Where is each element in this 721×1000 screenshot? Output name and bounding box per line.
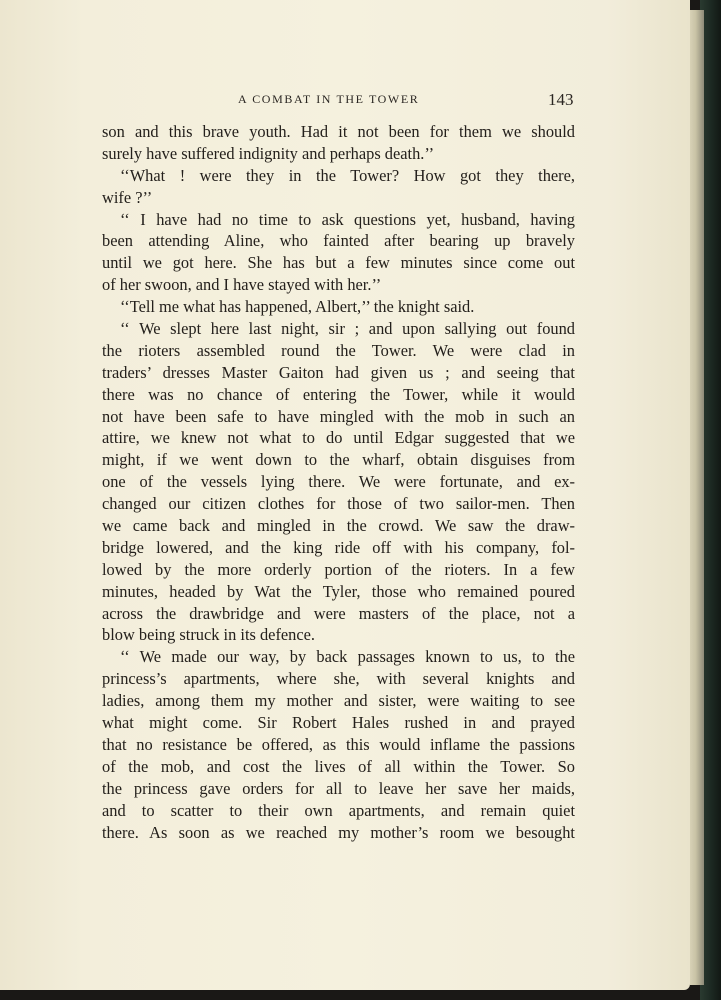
text-line: that no resistance be offered, as this would inflame the passions xyxy=(102,734,575,754)
text-line: ‘‘ I have had no time to ask questions yet, husband, having xyxy=(120,209,575,229)
text-line: one of the vessels lying there. We were fortunate, and ex- xyxy=(102,472,575,492)
text-line: surely have suffered indignity and perhaps death.’’ xyxy=(102,143,435,163)
page-stack-edge xyxy=(690,10,704,985)
text-line: might, if we went down to the wharf, obtain disguises from xyxy=(102,450,575,470)
text-line: son and this brave youth. Had it not been for them we should xyxy=(102,122,575,141)
text-line: ‘‘Tell me what has happened, Albert,’’ the knight said. xyxy=(120,297,475,317)
text-line: attire, we knew not what to do until Edgar suggested that we xyxy=(102,428,575,448)
text-line: lowed by the more orderly portion of the rioters. In a few xyxy=(102,559,575,579)
running-head xyxy=(0,90,690,114)
text-line: there was no chance of entering the Tower, while it would xyxy=(102,384,575,404)
page-number: 143 xyxy=(548,90,574,109)
text-line: minutes, headed by Wat the Tyler, those who remained poured xyxy=(102,581,575,601)
text-line: across the drawbridge and were masters of the place, not a xyxy=(102,603,575,623)
text-line: wife ?’’ xyxy=(102,187,153,207)
chapter-title: A COMBAT IN THE TOWER xyxy=(238,92,420,106)
text-line: until we got here. She has but a few minutes since come out xyxy=(102,253,575,273)
body-text xyxy=(102,121,575,843)
text-line: changed our citizen clothes for those of two sailor-men. Then xyxy=(102,494,575,514)
text-line: and to scatter to their own apartments, and remain quiet xyxy=(102,800,575,820)
text-line: there. As soon as we reached my mother’s room we besought xyxy=(102,822,575,842)
text-line: princess’s apartments, where she, with several knights and xyxy=(102,669,575,689)
text-line: ‘‘ We made our way, by back passages known to us, to the xyxy=(120,647,575,667)
text-line: not have been safe to have mingled with the mob in such an xyxy=(102,406,575,426)
text-line: blow being struck in its defence. xyxy=(102,625,316,645)
text-line: been attending Aline, who fainted after bearing up bravely xyxy=(102,231,575,251)
text-line: ladies, among them my mother and sister, were waiting to see xyxy=(102,691,575,711)
text-line: ‘‘ We slept here last night, sir ; and upon sallying out found xyxy=(120,319,575,339)
text-line: traders’ dresses Master Gaiton had given us ; and seeing that xyxy=(102,362,575,382)
text-line: what might come. Sir Robert Hales rushed in and prayed xyxy=(102,713,575,733)
text-line: the rioters assembled round the Tower. We were clad in xyxy=(102,340,575,360)
text-line: bridge lowered, and the king ride off with his company, fol- xyxy=(102,537,575,557)
text-line: we came back and mingled in the crowd. We saw the draw- xyxy=(102,516,575,536)
text-line: the princess gave orders for all to leave her save her maids, xyxy=(102,778,575,798)
text-line: of her swoon, and I have stayed with her.’’ xyxy=(102,275,382,295)
text-line: of the mob, and cost the lives of all within the Tower. So xyxy=(102,756,575,776)
text-line: ‘‘What ! were they in the Tower? How got they there, xyxy=(120,165,575,185)
